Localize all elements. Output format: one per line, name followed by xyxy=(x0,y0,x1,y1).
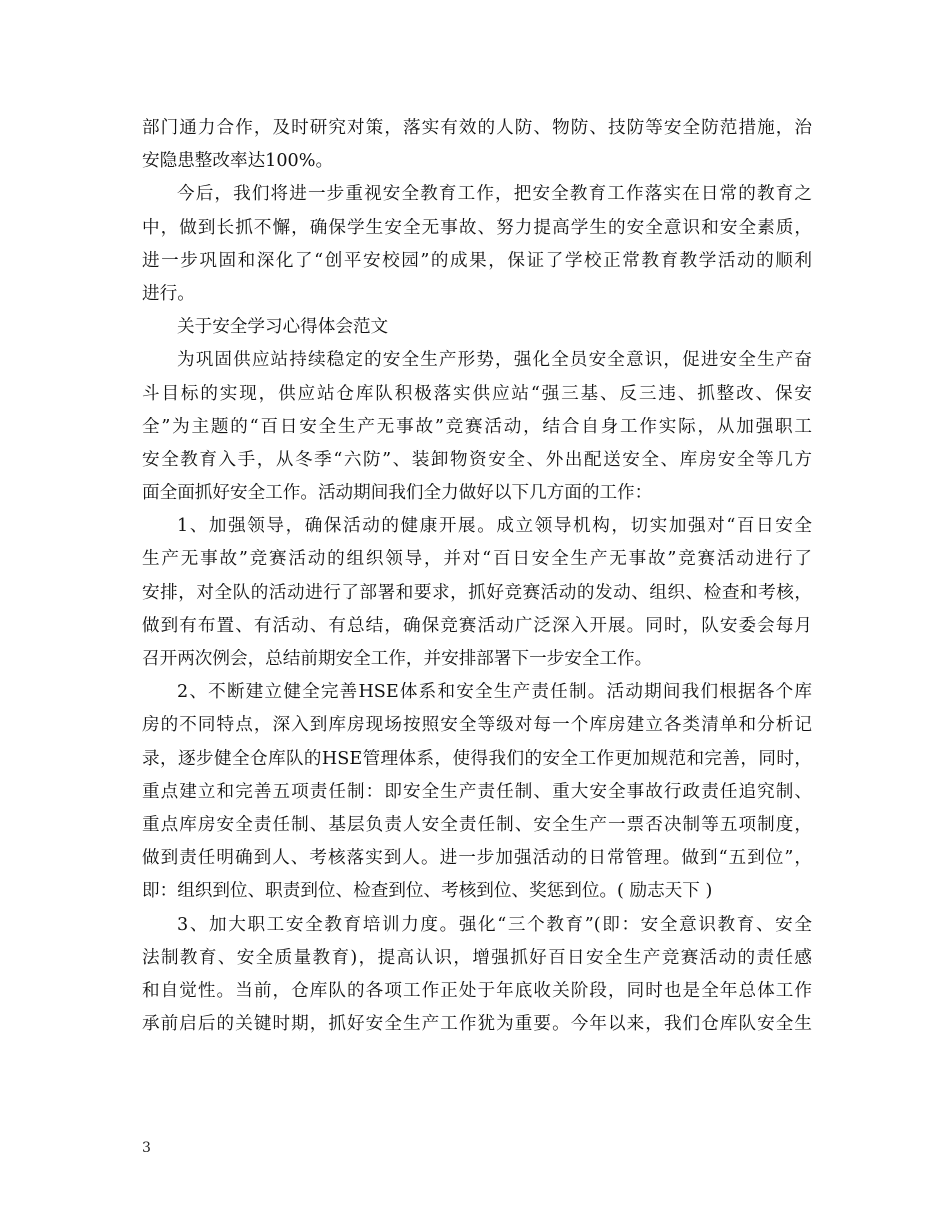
text-line: 做到有布置、有活动、有总结，确保竞赛活动广泛深入开展。同时，队安委会每月 xyxy=(142,615,812,636)
text-line: 安全教育入手，从冬季“六防”、装卸物资安全、外出配送安全、库房安全等几方 xyxy=(142,449,812,470)
text-line: 承前启后的关键时期，抓好安全生产工作犹为重要。今年以来，我们仓库队安全生 xyxy=(142,1014,812,1035)
body-text xyxy=(142,112,812,1041)
text-line: 即：组织到位、职责到位、检查到位、考核到位、奖惩到位。( 励志天下 ) xyxy=(142,881,713,902)
text-line: 中，做到长抓不懈，确保学生安全无事故、努力提高学生的安全意识和安全素质， xyxy=(142,217,812,238)
text-line: 重点建立和完善五项责任制：即安全生产责任制、重大安全事故行政责任追究制、 xyxy=(142,781,812,802)
text-line: 重点库房安全责任制、基层负责人安全责任制、安全生产一票否决制等五项制度， xyxy=(142,814,812,835)
text-line: 今后，我们将进一步重视安全教育工作，把安全教育工作落实在日常的教育之 xyxy=(177,184,812,205)
text-line: 法制教育、安全质量教育)，提高认识，增强抓好百日安全生产竞赛活动的责任感 xyxy=(142,947,812,968)
text-line: 1、加强领导，确保活动的健康开展。成立领导机构，切实加强对“百日安全 xyxy=(177,516,812,537)
text-line: 2、不断建立健全完善HSE体系和安全生产责任制。活动期间我们根据各个库 xyxy=(177,682,812,703)
text-line: 房的不同特点，深入到库房现场按照安全等级对每一个库房建立各类清单和分析记 xyxy=(142,715,812,736)
text-line: 进一步巩固和深化了“创平安校园”的成果，保证了学校正常教育教学活动的顺利 xyxy=(142,250,812,271)
text-line: 全”为主题的“百日安全生产无事故”竞赛活动，结合自身工作实际，从加强职工 xyxy=(142,416,812,437)
text-line: 部门通力合作，及时研究对策，落实有效的人防、物防、技防等安全防范措施，治 xyxy=(142,118,812,138)
text-line: 进行。 xyxy=(142,283,195,304)
text-line: 面全面抓好安全工作。活动期间我们全力做好以下几方面的工作： xyxy=(142,483,653,504)
text-line: 安排，对全队的活动进行了部署和要求，抓好竞赛活动的发动、组织、检查和考核， xyxy=(142,582,812,603)
text-line: 生产无事故”竞赛活动的组织领导，并对“百日安全生产无事故”竞赛活动进行了 xyxy=(142,549,812,570)
page-number: 3 xyxy=(142,1140,151,1156)
text-line: 安隐患整改率达100%。 xyxy=(142,151,334,172)
text-line: 关于安全学习心得体会范文 xyxy=(177,317,389,338)
text-line: 斗目标的实现，供应站仓库队积极落实供应站“强三基、反三违、抓整改、保安 xyxy=(142,383,812,404)
text-line: 录，逐步健全仓库队的HSE管理体系，使得我们的安全工作更加规范和完善，同时， xyxy=(142,748,812,769)
text-line: 和自觉性。当前，仓库队的各项工作正处于年底收关阶段，同时也是全年总体工作 xyxy=(142,980,812,1001)
text-line: 3、加大职工安全教育培训力度。强化“三个教育”(即：安全意识教育、安全 xyxy=(177,914,812,935)
text-line: 做到责任明确到人、考核落实到人。进一步加强活动的日常管理。做到“五到位”， xyxy=(142,848,812,869)
text-line: 为巩固供应站持续稳定的安全生产形势，强化全员安全意识，促进安全生产奋 xyxy=(177,350,812,371)
text-line: 召开两次例会，总结前期安全工作，并安排部署下一步安全工作。 xyxy=(142,649,653,669)
